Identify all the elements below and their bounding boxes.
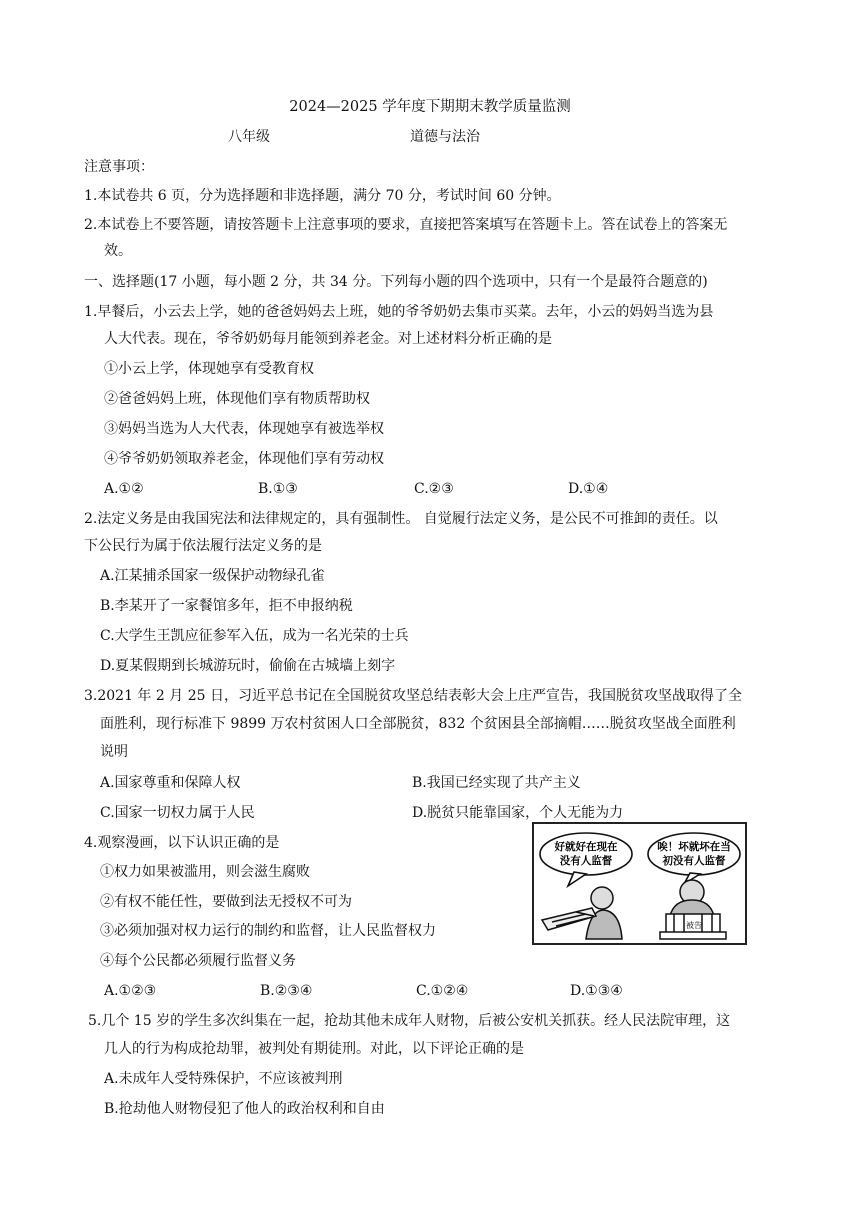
cartoon-left-bubble-line-2: 没有人监督 bbox=[559, 855, 613, 867]
q1-stem-cont: 人大代表。现在，爷爷奶奶每月能领到养老金。对上述材料分析正确的是 bbox=[104, 331, 552, 347]
notes-label: 注意事项： bbox=[84, 159, 154, 175]
q3-option-c[interactable]: C.国家一切权力属于人民 bbox=[100, 805, 255, 821]
q5-option-b[interactable]: B.抢劫他人财物侵犯了他人的政治权利和自由 bbox=[104, 1101, 385, 1117]
q5-stem-cont: 几人的行为构成抢劫罪，被判处有期徒刑。对此，以下评论正确的是 bbox=[104, 1041, 524, 1057]
q1-option-a[interactable]: A.①② bbox=[104, 481, 144, 497]
q1-option-d[interactable]: D.①④ bbox=[568, 481, 609, 497]
note-item-2-cont: 效。 bbox=[104, 243, 132, 259]
cartoon-right-bubble-line-2: 初没有人监督 bbox=[662, 855, 726, 867]
cartoon-right-bubble-line-1: 唉！坏就坏在当 bbox=[657, 841, 731, 853]
exam-title: 2024—2025 学年度下期期末教学质量监测 bbox=[289, 99, 571, 115]
q4-option-a[interactable]: A.①②③ bbox=[104, 983, 157, 999]
q2-option-b[interactable]: B.李某开了一家餐馆多年，拒不申报纳税 bbox=[100, 598, 353, 614]
q2-stem-cont: 下公民行为属于依法履行法定义务的是 bbox=[84, 538, 322, 554]
q4-item-2: ②有权不能任性，要做到法无授权不可为 bbox=[100, 894, 352, 910]
cartoon-dock-sign: 被告 bbox=[686, 921, 702, 930]
q5-stem: 5.几个 15 岁的学生多次纠集在一起，抢劫其他未成年人财物，后被公安机关抓获。经人民法院审理，这 bbox=[88, 1013, 731, 1029]
section-heading: 一、选择题(17 小题，每小题 2 分，共 34 分。下列每小题的四个选项中，只有一个是最符合题意的) bbox=[84, 274, 708, 290]
note-item-1: 1.本试卷共 6 页，分为选择题和非选择题，满分 70 分，考试时间 60 分钟。 bbox=[84, 188, 561, 204]
q3-option-a[interactable]: A.国家尊重和保障人权 bbox=[100, 775, 241, 791]
q3-stem: 3.2021 年 2 月 25 日，习近平总书记在全国脱贫攻坚总结表彰大会上庄严宣告，我国脱贫攻坚战取得了全 bbox=[84, 688, 742, 704]
q4-option-b[interactable]: B.②③④ bbox=[260, 983, 313, 999]
q1-option-c[interactable]: C.②③ bbox=[414, 481, 454, 497]
q1-item-2: ②爸爸妈妈上班，体现他们享有物质帮助权 bbox=[104, 391, 370, 407]
q2-stem: 2.法定义务是由我国宪法和法律规定的，具有强制性。 自觉履行法定义务，是公民不可推卸的责任。以 bbox=[84, 511, 718, 527]
grade-label: 八年级 bbox=[228, 129, 270, 145]
q3-option-d[interactable]: D.脱贫只能靠国家，个人无能为力 bbox=[412, 805, 624, 821]
q4-cartoon bbox=[532, 822, 747, 945]
note-item-2: 2.本试卷上不要答题，请按答题卡上注意事项的要求，直接把答案填写在答题卡上。答在试卷上的答案无 bbox=[84, 217, 728, 233]
q4-item-1: ①权力如果被滥用，则会滋生腐败 bbox=[100, 864, 310, 880]
q1-stem: 1.早餐后，小云去上学，她的爸爸妈妈去上班，她的爷爷奶奶去集市买菜。去年，小云的妈妈当选为县 bbox=[84, 304, 714, 320]
q3-option-b[interactable]: B.我国已经实现了共产主义 bbox=[412, 775, 581, 791]
q4-item-4: ④每个公民都必须履行监督义务 bbox=[100, 953, 296, 969]
q4-option-c[interactable]: C.①②④ bbox=[416, 983, 469, 999]
q3-stem-cont-2: 说明 bbox=[100, 744, 128, 760]
q4-option-d[interactable]: D.①③④ bbox=[570, 983, 623, 999]
q5-option-a[interactable]: A.未成年人受特殊保护，不应该被判刑 bbox=[104, 1071, 343, 1087]
q1-item-1: ①小云上学，体现她享有受教育权 bbox=[104, 361, 314, 377]
q1-item-4: ④爷爷奶奶领取养老金，体现他们享有劳动权 bbox=[104, 451, 384, 467]
q2-option-c[interactable]: C.大学生王凯应征参军入伍，成为一名光荣的士兵 bbox=[100, 628, 409, 644]
q4-item-3: ③必须加强对权力运行的制约和监督，让人民监督权力 bbox=[100, 923, 436, 939]
cartoon-left-bubble-line-1: 好就好在现在 bbox=[554, 841, 618, 853]
q2-option-a[interactable]: A.江某捕杀国家一级保护动物绿孔雀 bbox=[100, 568, 325, 584]
q3-stem-cont-1: 面胜利，现行标准下 9899 万农村贫困人口全部脱贫，832 个贫困县全部摘帽……脱贫攻坚战全面胜利 bbox=[100, 716, 736, 732]
q1-option-b[interactable]: B.①③ bbox=[258, 481, 298, 497]
q4-stem: 4.观察漫画，以下认识正确的是 bbox=[84, 835, 280, 851]
q1-item-3: ③妈妈当选为人大代表，体现她享有被选举权 bbox=[104, 421, 384, 437]
q2-option-d[interactable]: D.夏某假期到长城游玩时，偷偷在古城墙上刻字 bbox=[100, 658, 396, 674]
subject-label: 道德与法治 bbox=[410, 129, 480, 145]
